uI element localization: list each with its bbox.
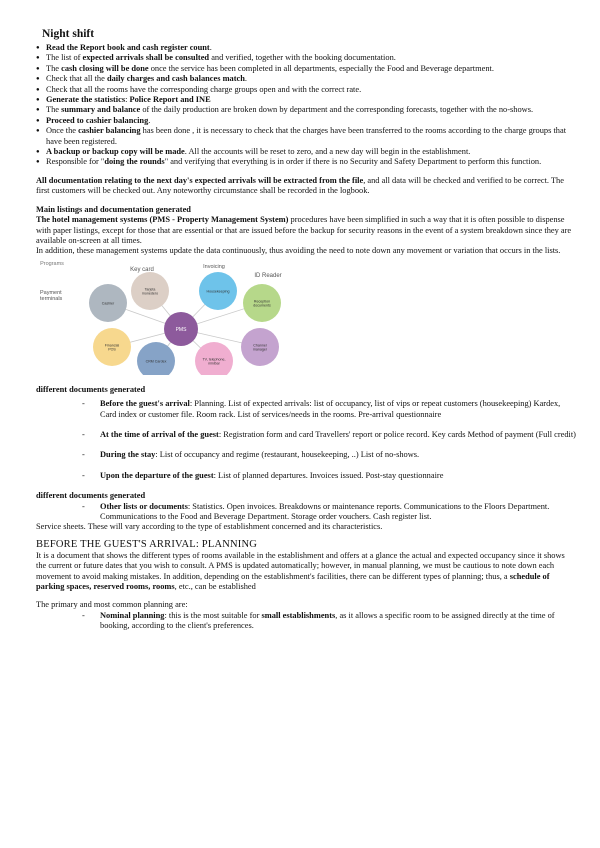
task-text: :	[125, 95, 130, 105]
diagram-center-label: PMS	[175, 326, 187, 333]
document-stage-item	[36, 450, 576, 460]
diagram-node-label: TV, telephone, minibar	[202, 357, 226, 366]
task-text: . All the accounts will be reset to zero, and a new day will begin in the establishment.	[184, 147, 471, 157]
documents-by-stage-list	[36, 399, 576, 481]
task-bullet-item	[36, 116, 576, 126]
document-stage-item	[36, 399, 576, 420]
dash-marker: -	[82, 450, 85, 460]
planning-heading: BEFORE THE GUEST'S ARRIVAL: PLANNING	[36, 538, 258, 550]
task-bullet-item	[36, 53, 576, 63]
stage-bold-text: At the time of arrival of the guest	[100, 429, 219, 439]
segment-bold-text: Other lists or documents	[100, 501, 188, 511]
diagram-label-left: Payment terminals	[40, 289, 63, 302]
other-lists-item	[36, 502, 576, 523]
diagram-node-label: Financial POS	[104, 343, 120, 352]
update-paragraph: In addition, these management systems update the data continuously, thus avoiding the need to note down any movement or variation that occurs in the lists.	[36, 246, 561, 256]
segment-bold-text: small establishments	[261, 610, 336, 620]
stage-text: : Registration form and card Travellers' report or police record. Key cards Method of payment (Full credit)	[218, 429, 576, 439]
task-text: of the daily production are broken down by department and the corresponding forecasts, together with the no-shows.	[140, 105, 534, 115]
diagram-label-top-right: ID Reader	[254, 272, 282, 279]
task-text: The	[46, 63, 62, 73]
segment-text: It is a document that shows the different types of rooms available in the establishment and offers at a glance the actual and expected occupancy since it shows the current or future dates that you wish to consult. A PMS is updated automatically; however, in manual planning, we must be cautious to note down each movement to avoid making mistakes. In addition, depending on the establishment's facilities, there can be different types of planning; thus, a	[36, 550, 565, 581]
segment-bold-text: All documentation relating to the next day's expected arrivals will be extracted from the file	[36, 175, 364, 185]
task-text: The	[46, 105, 62, 115]
task-bold-text: A backup or backup copy will be made	[46, 147, 185, 157]
task-bold-text: daily charges and cash balances match	[106, 74, 245, 84]
main-listings-heading: Main listings and documentation generated	[36, 204, 191, 214]
segment-bold-text: schedule of parking spaces, reserved rooms, rooms	[36, 571, 550, 591]
pms-diagram-svg	[36, 259, 296, 375]
dash-marker: -	[82, 399, 85, 409]
task-text: .	[244, 74, 247, 84]
task-bold-text: Proceed to cashier balancing	[46, 115, 149, 125]
task-bullet-item	[36, 126, 576, 147]
task-text: " and verifying that everything is in order if there is no Security and Safety Department to perform this function.	[164, 157, 542, 167]
document-content	[36, 28, 576, 632]
task-bold-text: Read the Report book and cash register count	[46, 43, 210, 52]
task-bullet-item	[36, 105, 576, 115]
task-bullet-item	[36, 43, 576, 53]
other-lists-text	[100, 502, 549, 521]
diagram-node	[137, 342, 175, 375]
segment-text: , etc., can be established	[174, 582, 256, 591]
diagram-node-label: Cashier	[101, 301, 115, 306]
diagram-node-label: Housekeeping	[206, 289, 230, 294]
task-bold-text: cash closing will be done	[61, 63, 149, 73]
dash-marker: -	[82, 470, 85, 480]
night-shift-task-list	[36, 43, 576, 168]
task-bold-text: doing the rounds	[104, 157, 165, 167]
diagram-node-label: Tarjeta monedero	[141, 287, 159, 296]
service-sheets-paragraph: Service sheets. These will vary according to the type of establishment concerned and its characteristics.	[36, 522, 383, 532]
segment-bold-text: The hotel management systems (PMS - Property Management System)	[36, 215, 289, 225]
stage-bold-text: Before the guest's arrival	[100, 399, 190, 409]
nominal-planning-text	[100, 611, 555, 630]
dash-marker: -	[82, 501, 85, 511]
diagram-node-label: Channel manager	[252, 343, 268, 352]
diagram-label-top-mid: Invoicing	[203, 263, 225, 270]
task-text: has been done , it is necessary to check that the charges have been transferred to the rooms according to the charge groups that have been registered.	[46, 126, 567, 146]
diagram-node-label: Reception documents	[253, 299, 271, 308]
task-bullet-item	[36, 95, 576, 105]
pms-paragraph	[36, 215, 576, 246]
segment-text: , and all data will be checked and verified to be correct. The first customers will be checked out. Any noteworthy circumstance shall be recorded in the logbook.	[36, 175, 564, 196]
different-documents-heading-2: different documents generated	[36, 491, 146, 501]
task-text: Once the	[46, 126, 79, 136]
different-documents-heading-1: different documents generated	[36, 384, 146, 394]
diagram-label-top-left: Key card	[130, 266, 154, 273]
task-bold-text: Generate the statistics	[46, 95, 126, 105]
planning-intro: The primary and most common planning are:	[36, 600, 188, 610]
segment-text: procedures have been simplified in such a way that it is often possible to dispense with paper listings, except for those that are essential or that are issued before the backup for security reasons in the event of a system breakdown since they are available on-screen at all times.	[36, 215, 572, 245]
stage-text: : List of planned departures. Invoices issued. Post-stay questionnaire	[213, 470, 444, 480]
page-title: Night shift	[42, 28, 95, 40]
task-bold-text: expected arrivals shall be consulted	[82, 53, 210, 63]
pms-diagram	[36, 259, 296, 375]
diagram-node-label: CRM Cardex	[145, 359, 167, 364]
task-bullet-item	[36, 64, 576, 74]
segment-text: : this is the most suitable for	[164, 610, 262, 620]
task-text: .	[209, 43, 212, 52]
nominal-planning-item	[36, 611, 576, 632]
task-text: Check that all the	[46, 74, 107, 84]
document-stage-item	[36, 430, 576, 440]
task-text: once the service has been completed in all departments, especially the Food and Beverage department.	[148, 63, 494, 73]
task-bold-text: summary and balance	[61, 105, 141, 115]
task-bullet-item	[36, 85, 576, 95]
task-text: .	[148, 115, 151, 125]
stage-bold-text: Upon the departure of the guest	[100, 470, 214, 480]
task-bullet-item	[36, 147, 576, 157]
stage-bold-text: During the stay	[100, 450, 156, 460]
stage-text: : List of occupancy and regime (restaurant, housekeeping, ..) List of no-shows.	[155, 450, 420, 460]
task-bullet-item	[36, 157, 576, 167]
planning-paragraph	[36, 551, 576, 593]
task-bold-text: Police Report and INE	[129, 95, 211, 105]
dash-marker: -	[82, 429, 85, 439]
stage-text: : Planning. List of expected arrivals: list of occupancy, list of vips or repeat customers (housekeeping) Kardex, Card index or customer file. Room rack. List of services/needs in the rooms. Pre-arrival questionnaire	[100, 399, 561, 419]
all-documentation-paragraph	[36, 176, 576, 197]
segment-bold-text: Nominal planning	[100, 610, 165, 620]
task-text: The list of	[46, 53, 83, 63]
document-stage-item	[36, 471, 576, 481]
task-text: Check that all the rooms have the corresponding charge groups open and with the correct rate.	[46, 84, 362, 94]
diagram-label-topmost: Programs	[40, 260, 64, 267]
segment-text: , as it allows a specific room to be assigned directly at the time of booking, according to the client's preferences.	[100, 610, 555, 631]
task-bullet-item	[36, 74, 576, 84]
dash-marker: -	[82, 610, 85, 620]
task-text: Responsible for "	[46, 157, 105, 167]
task-text: and verified, together with the booking documentation.	[209, 53, 396, 63]
segment-text: : Statistics. Open invoices. Breakdowns or maintenance reports. Communications to the Floors Department. Communications to the Food and Beverage Department. Storage order vouchers. Cash register list.	[100, 501, 550, 521]
task-bold-text: cashier balancing	[78, 126, 141, 136]
